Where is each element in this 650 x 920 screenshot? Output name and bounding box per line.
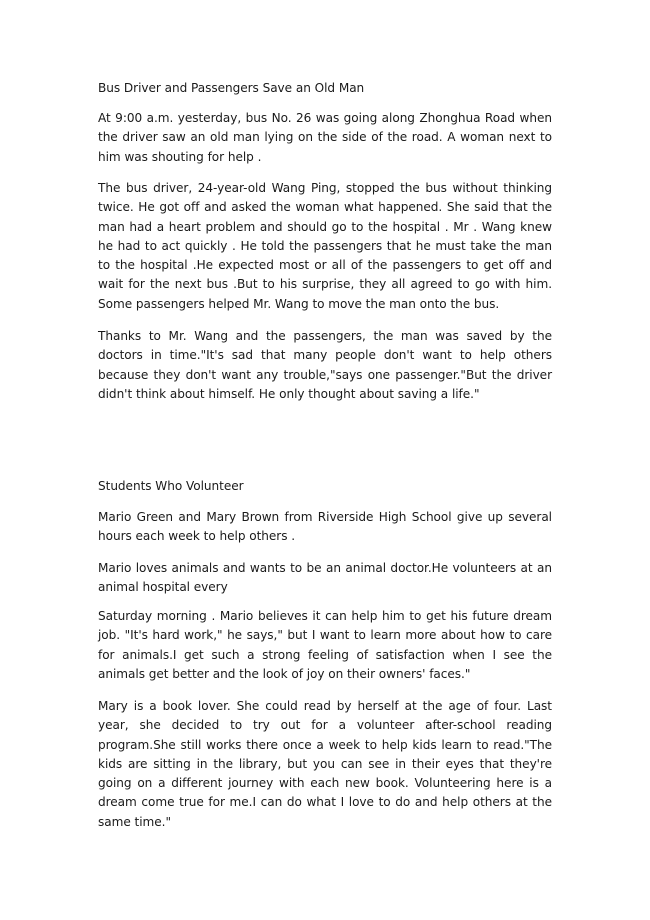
article1-title: Bus Driver and Passengers Save an Old Man	[98, 81, 365, 95]
article2-paragraph: Mario loves animals and wants to be an animal doctor.He volunteers at an animal hospital every	[98, 561, 552, 595]
article2-paragraph: Mary is a book lover. She could read by herself at the age of four. Last year, she decided to try out for a volunteer after-school reading program.She still works there once a week to help kids learn to read."The kids are sitting in the library, but you can see in their eyes that they're going on a different journey with each new book. Volunteering here is a dream come true for me.I can do what I love to do and help others at the same time."	[98, 699, 552, 829]
article2-paragraph-2	[98, 559, 552, 598]
article2-paragraph-1	[98, 508, 552, 547]
article1-paragraph-2	[98, 179, 552, 314]
article2-section	[98, 477, 552, 496]
article1-paragraph: The bus driver, 24-year-old Wang Ping, stopped the bus without thinking twice. He got off and asked the woman what happened. She said that the man had a heart problem and should go to the hospital . Mr . Wang knew he had to act quickly . He told the passengers that he must take the man to the hospital .He expected most or all of the passengers to get off and wait for the next bus .But to his surprise, they all agreed to go with him. Some passengers helped Mr. Wang to move the man onto the bus.	[98, 181, 552, 311]
article1-paragraph-1	[98, 109, 552, 167]
article1-paragraph: At 9:00 a.m. yesterday, bus No. 26 was going along Zhonghua Road when the driver saw an old man lying on the side of the road. A woman next to him was shouting for help .	[98, 111, 552, 164]
article2-paragraph: Mario Green and Mary Brown from Riverside High School give up several hours each week to help others .	[98, 510, 552, 544]
article2-title: Students Who Volunteer	[98, 479, 244, 493]
article2-paragraph-4	[98, 697, 552, 832]
article1-section	[98, 79, 552, 98]
article1-paragraph-3	[98, 327, 552, 404]
article2-paragraph: Saturday morning . Mario believes it can help him to get his future dream job. "It's hard work," he says," but I want to learn more about how to care for animals.I get such a strong feeling of satisfaction when I see the animals get better and the look of joy on their owners' faces."	[98, 609, 552, 681]
article1-paragraph: Thanks to Mr. Wang and the passengers, the man was saved by the doctors in time."It's sad that many people don't want to help others because they don't want any trouble,"says one passenger."But the driver didn't think about himself. He only thought about saving a life."	[98, 329, 552, 401]
article2-paragraph-3	[98, 607, 552, 684]
